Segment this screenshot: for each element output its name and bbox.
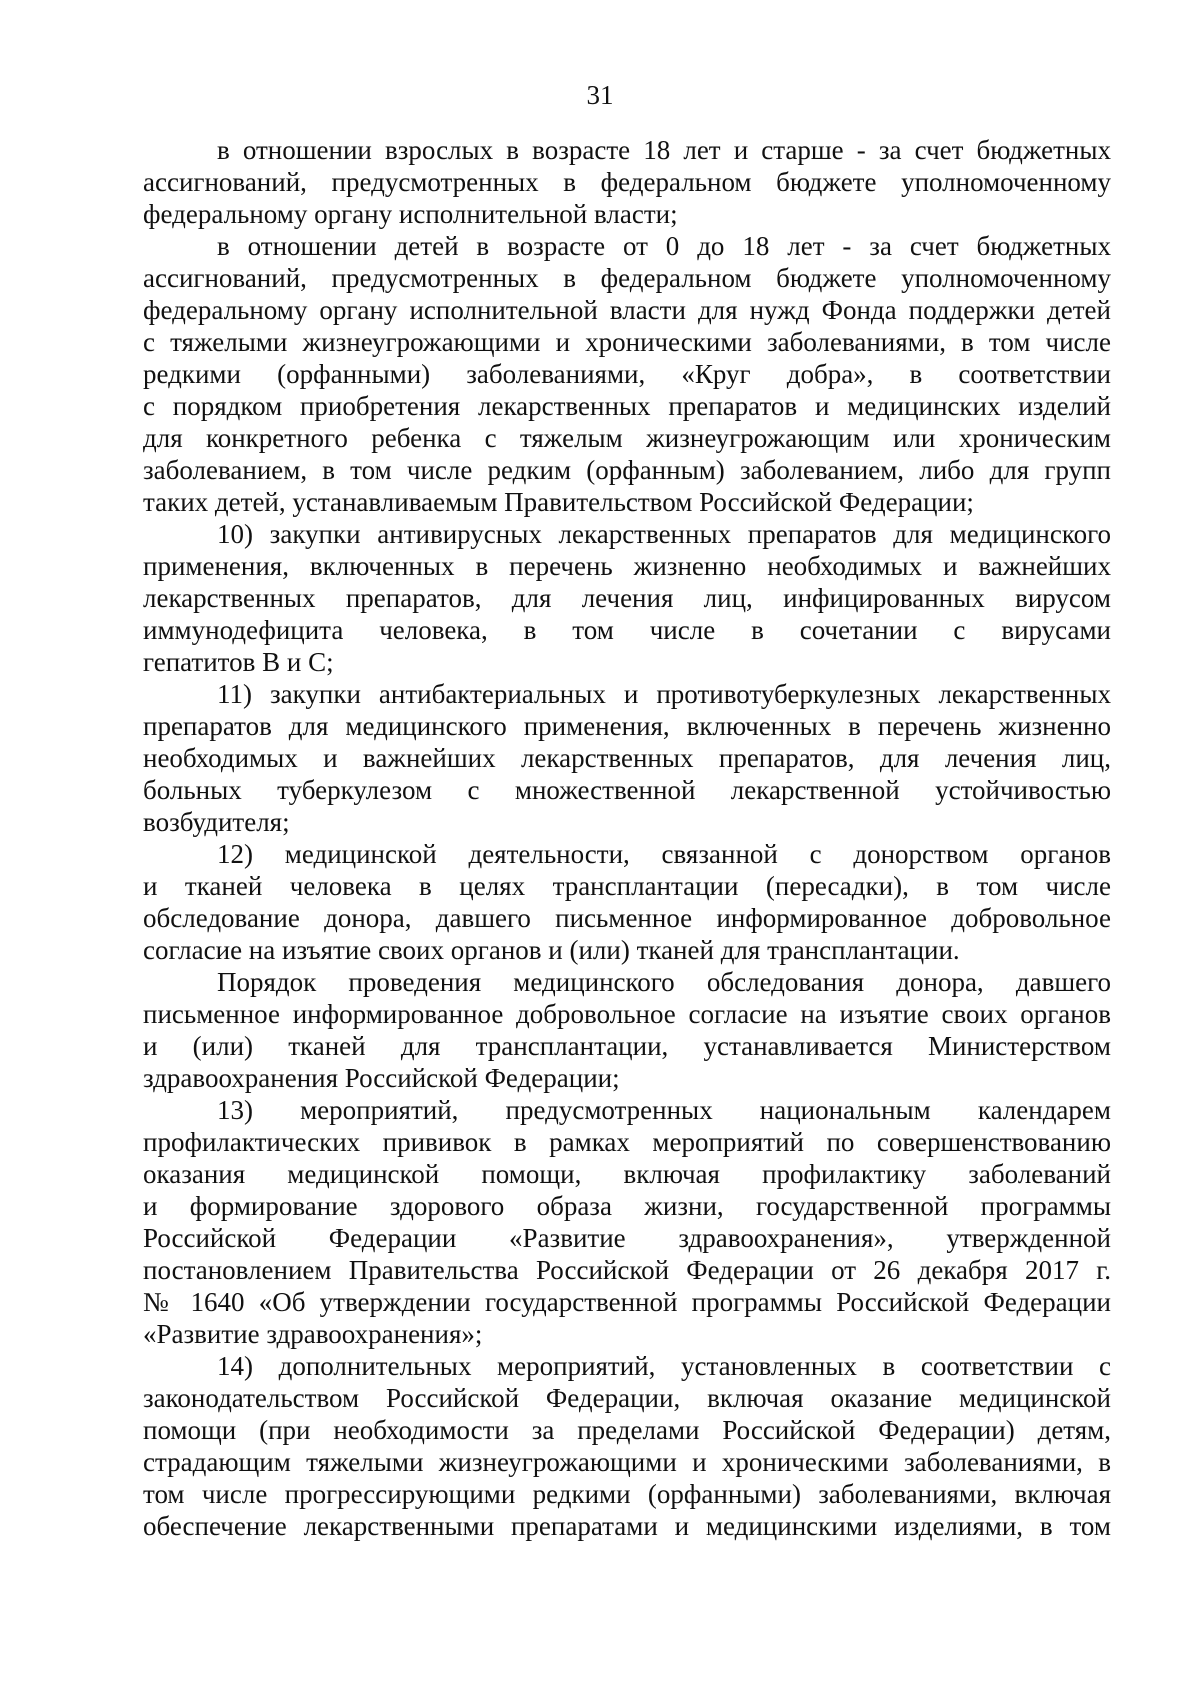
text-line: необходимых и важнейших лекарственных препаратов, для лечения лиц, bbox=[143, 743, 1111, 773]
text-line: 12) медицинской деятельности, связанной с донорством органов bbox=[217, 839, 1111, 869]
text-line: 11) закупки антибактериальных и противотуберкулезных лекарственных bbox=[217, 679, 1111, 709]
text-line: ассигнований, предусмотренных в федеральном бюджете уполномоченному bbox=[143, 167, 1111, 197]
text-line: больных туберкулезом с множественной лекарственной устойчивостью bbox=[143, 775, 1111, 805]
text-line: № 1640 «Об утверждении государственной программы Российской Федерации bbox=[143, 1287, 1111, 1317]
text-line: с тяжелыми жизнеугрожающими и хроническими заболеваниями, в том числе bbox=[143, 327, 1111, 357]
paragraph bbox=[143, 230, 1111, 518]
text-line: возбудителя; bbox=[143, 807, 290, 837]
text-line: 10) закупки антивирусных лекарственных препаратов для медицинского bbox=[217, 519, 1111, 549]
paragraph bbox=[143, 966, 1111, 1094]
text-line: Российской Федерации «Развитие здравоохранения», утвержденной bbox=[143, 1223, 1111, 1253]
text-line: письменное информированное добровольное согласие на изъятие своих органов bbox=[143, 999, 1111, 1029]
text-line: 13) мероприятий, предусмотренных национальным календарем bbox=[217, 1095, 1111, 1125]
paragraph bbox=[143, 1350, 1111, 1542]
document-body bbox=[143, 134, 1111, 1542]
text-line: и (или) тканей для трансплантации, устанавливается Министерством bbox=[143, 1031, 1111, 1061]
paragraph bbox=[143, 678, 1111, 838]
text-line: и формирование здорового образа жизни, государственной программы bbox=[143, 1191, 1111, 1221]
paragraph bbox=[143, 518, 1111, 678]
text-line: применения, включенных в перечень жизненно необходимых и важнейших bbox=[143, 551, 1111, 581]
text-line: в отношении взрослых в возрасте 18 лет и старше - за счет бюджетных bbox=[217, 135, 1111, 165]
text-line: страдающим тяжелыми жизнеугрожающими и хроническими заболеваниями, в bbox=[143, 1447, 1111, 1477]
text-line: обследование донора, давшего письменное информированное добровольное bbox=[143, 903, 1111, 933]
paragraph bbox=[143, 134, 1111, 230]
text-line: ассигнований, предусмотренных в федеральном бюджете уполномоченному bbox=[143, 263, 1111, 293]
text-line: согласие на изъятие своих органов и (или) тканей для трансплантации. bbox=[143, 935, 960, 965]
text-line: том числе прогрессирующими редкими (орфанными) заболеваниями, включая bbox=[143, 1479, 1111, 1509]
text-line: «Развитие здравоохранения»; bbox=[143, 1319, 483, 1349]
text-line: федеральному органу исполнительной власти для нужд Фонда поддержки детей bbox=[143, 295, 1111, 325]
text-line: и тканей человека в целях трансплантации (пересадки), в том числе bbox=[143, 871, 1111, 901]
text-line: препаратов для медицинского применения, включенных в перечень жизненно bbox=[143, 711, 1111, 741]
text-line: обеспечение лекарственными препаратами и медицинскими изделиями, в том bbox=[143, 1511, 1111, 1541]
text-line: гепатитов B и C; bbox=[143, 647, 334, 677]
paragraph bbox=[143, 838, 1111, 966]
text-line: лекарственных препаратов, для лечения лиц, инфицированных вирусом bbox=[143, 583, 1111, 613]
text-line: постановлением Правительства Российской Федерации от 26 декабря 2017 г. bbox=[143, 1255, 1111, 1285]
text-line: законодательством Российской Федерации, включая оказание медицинской bbox=[143, 1383, 1111, 1413]
text-line: помощи (при необходимости за пределами Российской Федерации) детям, bbox=[143, 1415, 1111, 1445]
text-line: иммунодефицита человека, в том числе в сочетании с вирусами bbox=[143, 615, 1111, 645]
text-line: 14) дополнительных мероприятий, установленных в соответствии с bbox=[217, 1351, 1111, 1381]
text-line: здравоохранения Российской Федерации; bbox=[143, 1063, 620, 1093]
text-line: для конкретного ребенка с тяжелым жизнеугрожающим или хроническим bbox=[143, 423, 1111, 453]
page-number: 31 bbox=[586, 80, 614, 110]
text-line: заболеванием, в том числе редким (орфанным) заболеванием, либо для групп bbox=[143, 455, 1111, 485]
text-line: в отношении детей в возрасте от 0 до 18 лет - за счет бюджетных bbox=[217, 231, 1111, 261]
paragraph bbox=[143, 1094, 1111, 1350]
text-line: федеральному органу исполнительной власти; bbox=[143, 199, 678, 229]
text-line: с порядком приобретения лекарственных препаратов и медицинских изделий bbox=[143, 391, 1111, 421]
text-line: редкими (орфанными) заболеваниями, «Круг добра», в соответствии bbox=[143, 359, 1111, 389]
text-line: профилактических прививок в рамках мероприятий по совершенствованию bbox=[143, 1127, 1111, 1157]
text-line: оказания медицинской помощи, включая профилактику заболеваний bbox=[143, 1159, 1111, 1189]
text-line: Порядок проведения медицинского обследования донора, давшего bbox=[217, 967, 1111, 997]
text-line: таких детей, устанавливаемым Правительством Российской Федерации; bbox=[143, 487, 974, 517]
